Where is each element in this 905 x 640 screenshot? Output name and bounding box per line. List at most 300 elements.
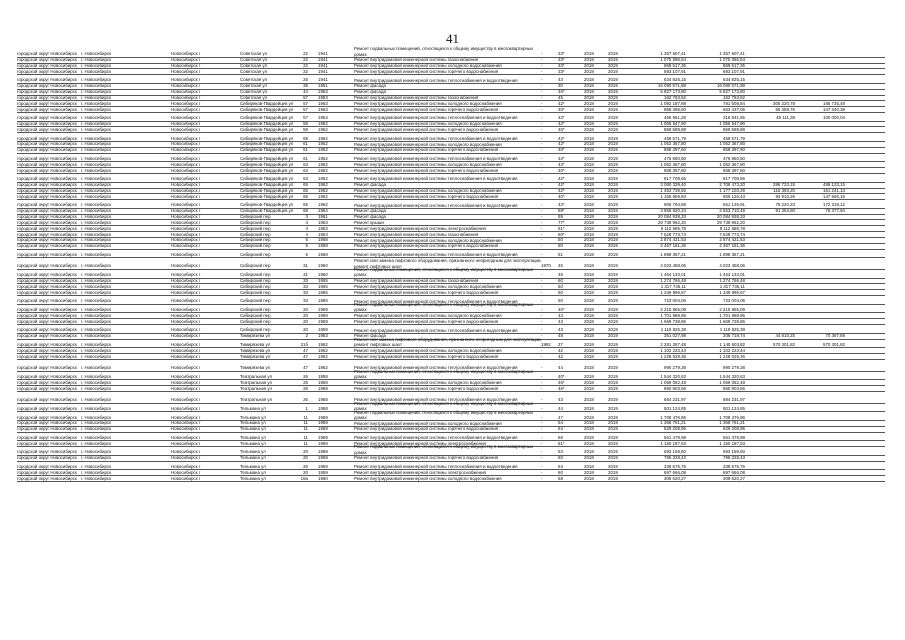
total-cost-cell: 459 571,79 xyxy=(664,135,686,141)
street-cell: Сибирский пер xyxy=(240,312,271,318)
fund-cost-cell: 4 023 458,06 xyxy=(719,263,745,269)
plan-start-year-cell: 2018 xyxy=(584,298,594,304)
district-cell: городской округ Новосибирск xyxy=(17,243,77,249)
street-cell: Сибиряков-Гвардейцев ул xyxy=(240,193,294,199)
work-type-cell: Ремонт внутридомовой инженерной системы теплоснабжения и водоотведения xyxy=(354,77,518,83)
city-cell: г. Новосибирск xyxy=(81,272,112,278)
plan-end-year-cell: 2019 xyxy=(608,333,618,339)
plan-start-year-cell: 2018 xyxy=(584,251,594,257)
street-cell: Сибирский пер xyxy=(240,283,271,289)
district-cell: городской округ Новосибирск xyxy=(17,100,77,106)
house-number-cell: 22 xyxy=(303,62,308,68)
wear-percent-cell: 64 xyxy=(558,426,563,432)
house-number-cell: 11 xyxy=(303,440,308,446)
house-number-cell: 4 xyxy=(305,219,308,225)
table-row xyxy=(17,250,885,259)
budget-cost-cell: 44 810,25 xyxy=(775,333,795,339)
city-cell: г. Новосибирск xyxy=(81,449,112,455)
work-type-cell: Ремонт фасада xyxy=(354,214,386,220)
district-cell: городской округ Новосибирск xyxy=(17,365,77,371)
house-number-cell: 59 xyxy=(303,121,308,127)
locality-cell: Новосибирск г xyxy=(171,231,201,237)
build-year-cell: 1958 xyxy=(318,385,328,391)
district-cell: городской округ Новосибирск xyxy=(17,115,77,121)
plan-end-year-cell: 2019 xyxy=(608,455,618,461)
house-number-cell: 31 xyxy=(303,272,308,278)
locality-cell: Новосибирск г xyxy=(171,365,201,371)
elevator-year-cell: - xyxy=(541,176,543,182)
build-year-cell: 1958 xyxy=(318,397,328,403)
elevator-year-cell: - xyxy=(541,420,543,426)
house-number-cell: 63 xyxy=(303,167,308,173)
city-cell: г. Новосибирск xyxy=(81,57,112,63)
locality-cell: Новосибирск г xyxy=(171,278,201,283)
locality-cell: Новосибирск г xyxy=(171,475,201,481)
wear-percent-cell: 46* xyxy=(558,379,565,385)
elevator-year-cell: - xyxy=(541,327,543,333)
house-number-cell: 47 xyxy=(303,365,308,371)
wear-percent-cell: 40* xyxy=(558,193,565,199)
house-number-cell: 22 xyxy=(303,57,308,63)
locality-cell: Новосибирск г xyxy=(171,243,201,249)
elevator-year-cell: - xyxy=(541,385,543,391)
work-type-cell: Ремонт внутридомовой инженерной системы холодного водоснабжения xyxy=(354,237,502,243)
work-type-cell: Ремонт внутридомовой инженерной системы холодного водоснабжения xyxy=(354,141,502,147)
work-type-cell: Ремонт внутридомовой инженерной системы горячего водоснабжения xyxy=(354,167,499,173)
house-number-cell: 20 xyxy=(303,464,308,469)
elevator-year-cell: - xyxy=(541,147,543,153)
plan-end-year-cell: 2019 xyxy=(608,426,618,432)
plan-start-year-cell: 2018 xyxy=(584,333,594,339)
wear-percent-cell: 40* xyxy=(558,307,565,313)
wear-percent-cell: 40* xyxy=(558,373,565,379)
city-cell: г. Новосибирск xyxy=(81,347,112,353)
city-cell: г. Новосибирск xyxy=(81,51,112,57)
build-year-cell: 1960 xyxy=(318,263,328,269)
local-cost-cell: 161 241,13 xyxy=(823,187,845,193)
locality-cell: Новосибирск г xyxy=(171,312,201,318)
street-cell: Сибиряков-Гвардейцев ул xyxy=(240,106,294,112)
city-cell: г. Новосибирск xyxy=(81,219,112,225)
locality-cell: Новосибирск г xyxy=(171,57,201,63)
fund-cost-cell: 476 860,60 xyxy=(723,155,745,161)
district-cell: городской округ Новосибирск xyxy=(17,83,77,89)
work-type-cell: Ремонт внутридомовой инженерной системы теплоснабжения и водоотведения xyxy=(354,397,518,403)
plan-end-year-cell: 2019 xyxy=(608,51,618,57)
fund-cost-cell: 1 150 187,53 xyxy=(719,440,745,446)
district-cell: городской округ Новосибирск xyxy=(17,251,77,257)
house-number-cell: 22 xyxy=(303,51,308,57)
work-type-cell: Ремонт внутридомовой инженерной системы горячего водоснабжения xyxy=(354,455,499,461)
city-cell: г. Новосибирск xyxy=(81,341,112,347)
plan-start-year-cell: 2018 xyxy=(584,155,594,161)
plan-start-year-cell: 2018 xyxy=(584,106,594,112)
fund-cost-cell: 1 102 223,44 xyxy=(719,347,745,353)
table-row xyxy=(17,476,885,482)
plan-start-year-cell: 2018 xyxy=(584,100,594,106)
plan-start-year-cell: 2018 xyxy=(584,237,594,243)
house-number-cell: 57 xyxy=(303,106,308,112)
work-type-cell: Ремонт внутридомовой инженерной системы холодного водоснабжения xyxy=(354,63,502,69)
total-cost-cell: 7 528 773,74 xyxy=(660,231,686,237)
build-year-cell: 1959 xyxy=(318,318,328,324)
street-cell: Сибиряков-Гвардейцев ул xyxy=(240,147,294,153)
locality-cell: Новосибирск г xyxy=(171,176,201,182)
plan-start-year-cell: 2018 xyxy=(584,426,594,432)
plan-end-year-cell: 2019 xyxy=(608,231,618,237)
plan-end-year-cell: 2019 xyxy=(608,141,618,147)
plan-start-year-cell: 2018 xyxy=(584,440,594,446)
street-cell: Тельмана ул xyxy=(240,420,266,426)
locality-cell: Новосибирск г xyxy=(171,449,201,455)
work-type-cell: Ремонт внутридомовой инженерной системы холодного водоснабжения xyxy=(354,379,502,385)
fund-cost-cell: 16 090 571,88 xyxy=(716,83,745,89)
street-cell: Сибирский пер xyxy=(240,298,271,304)
district-cell: городской округ Новосибирск xyxy=(17,469,77,475)
total-cost-cell: 2 281 287,48 xyxy=(660,341,686,347)
total-cost-cell: 1 165 659,84 xyxy=(660,193,686,199)
total-cost-cell: 3 959 620,34 xyxy=(660,208,686,214)
elevator-year-cell: - xyxy=(541,94,543,100)
city-cell: г. Новосибирск xyxy=(81,327,112,333)
street-cell: Советская ул xyxy=(240,94,268,100)
plan-start-year-cell: 2018 xyxy=(584,89,594,95)
build-year-cell: 1955 xyxy=(318,278,328,283)
street-cell: Тельмана ул xyxy=(240,434,266,440)
elevator-year-cell: - xyxy=(541,225,543,231)
street-cell: Тельмана ул xyxy=(240,405,266,411)
street-cell: Тимирязева ул xyxy=(240,365,271,371)
plan-start-year-cell: 2018 xyxy=(584,263,594,269)
elevator-year-cell: - xyxy=(541,161,543,167)
work-type-cell: Ремонт внутридомовой инженерной системы горячего водоснабжения xyxy=(354,318,499,324)
house-number-cell: 65 xyxy=(303,182,308,188)
locality-cell: Новосибирск г xyxy=(171,225,201,231)
street-cell: Сибирский пер xyxy=(240,263,271,269)
wear-percent-cell: 64 xyxy=(558,420,563,426)
street-cell: Сибиряков-Гвардейцев ул xyxy=(240,126,294,132)
build-year-cell: 1959 xyxy=(318,440,328,446)
district-cell: городской округ Новосибирск xyxy=(17,385,77,391)
work-type-cell: Ремонт внутридомовой инженерной системы теплоснабжения и водоотведения xyxy=(354,298,518,304)
wear-percent-cell: 43 xyxy=(558,397,563,403)
work-type-cell: Ремонт внутридомовой инженерной системы горячего водоснабжения xyxy=(354,193,499,199)
fund-cost-cell: 7 528 773,74 xyxy=(719,231,745,237)
elevator-year-cell: - xyxy=(541,333,543,339)
work-type-cell: Ремонт внутридомовой инженерной системы горячего водоснабжения xyxy=(354,147,499,153)
budget-cost-cell: 49 111,38 xyxy=(776,115,795,121)
street-cell: Сибирский пер xyxy=(240,243,271,249)
budget-cost-cell: 91 353,80 xyxy=(775,208,795,214)
total-cost-cell: 1 150 187,53 xyxy=(660,440,686,446)
plan-start-year-cell: 2018 xyxy=(584,307,594,313)
locality-cell: Новосибирск г xyxy=(171,208,201,214)
elevator-year-cell: - xyxy=(541,243,543,249)
house-number-cell: 47 xyxy=(303,347,308,353)
city-cell: г. Новосибирск xyxy=(81,251,112,257)
fund-cost-cell: 1 059 062,48 xyxy=(719,379,745,385)
work-type-cell: Ремонт внутридомовой инженерной системы теплоснабжения и водоотведения xyxy=(354,202,518,208)
total-cost-cell: 859 589,88 xyxy=(664,126,686,132)
elevator-year-cell: - xyxy=(541,121,543,127)
street-cell: Тельмана ул xyxy=(240,449,266,455)
elevator-year-cell: - xyxy=(541,51,543,57)
elevator-year-cell: - xyxy=(541,312,543,318)
budget-cost-cell: 570 301,82 xyxy=(773,341,795,347)
plan-start-year-cell: 2018 xyxy=(584,225,594,231)
street-cell: Сибирский пер xyxy=(240,318,271,324)
locality-cell: Новосибирск г xyxy=(171,414,201,420)
plan-end-year-cell: 2019 xyxy=(608,469,618,475)
wear-percent-cell: 42* xyxy=(558,161,565,167)
plan-end-year-cell: 2019 xyxy=(608,135,618,141)
city-cell: г. Новосибирск xyxy=(81,426,112,432)
wear-percent-cell: 45 xyxy=(558,94,563,100)
locality-cell: Новосибирск г xyxy=(171,89,201,95)
elevator-year-cell: - xyxy=(541,289,543,295)
wear-percent-cell: 40* xyxy=(558,126,565,132)
house-number-cell: 61 xyxy=(303,155,308,161)
build-year-cell: 1962 xyxy=(318,141,328,147)
wear-percent-cell: 42* xyxy=(558,121,565,127)
house-number-cell: 65 xyxy=(303,202,308,208)
plan-start-year-cell: 2018 xyxy=(584,121,594,127)
local-cost-cell: 172 319,12 xyxy=(823,202,845,208)
district-cell: городской округ Новосибирск xyxy=(17,341,77,347)
locality-cell: Новосибирск г xyxy=(171,263,201,269)
plan-start-year-cell: 2018 xyxy=(584,115,594,121)
city-cell: г. Новосибирск xyxy=(81,225,112,231)
wear-percent-cell: 40* xyxy=(558,147,565,153)
street-cell: Сибиряков-Гвардейцев ул xyxy=(240,135,294,141)
fund-cost-cell: 693 107,91 xyxy=(723,68,745,74)
locality-cell: Новосибирск г xyxy=(171,51,201,57)
street-cell: Сибирский пер xyxy=(240,237,271,243)
plan-end-year-cell: 2019 xyxy=(608,106,618,112)
build-year-cell: 1953 xyxy=(318,94,328,100)
work-type-cell: Ремонт внутридомовой инженерной системы горячего водоснабжения xyxy=(354,385,499,391)
elevator-year-cell: - xyxy=(541,414,543,420)
city-cell: г. Новосибирск xyxy=(81,155,112,161)
total-cost-cell: 1 349 996,67 xyxy=(660,289,686,295)
work-type-cell: Ремонт внутридомовой инженерной системы теплоснабжения и водоотведения xyxy=(354,327,518,333)
house-number-cell: 18а xyxy=(300,475,308,481)
plan-end-year-cell: 2019 xyxy=(608,126,618,132)
district-cell: городской округ Новосибирск xyxy=(17,57,77,63)
wear-percent-cell: 51* xyxy=(558,225,565,231)
wear-percent-cell: 66 xyxy=(558,434,563,440)
city-cell: г. Новосибирск xyxy=(81,135,112,141)
plan-end-year-cell: 2019 xyxy=(608,237,618,243)
total-cost-cell: 1 075 086,54 xyxy=(660,57,686,63)
build-year-cell: 1955 xyxy=(318,289,328,295)
street-cell: Театральная ул xyxy=(240,397,273,403)
city-cell: г. Новосибирск xyxy=(81,263,112,269)
house-number-cell: 25 xyxy=(303,77,308,83)
district-cell: городской округ Новосибирск xyxy=(17,176,77,182)
locality-cell: Новосибирск г xyxy=(171,464,201,469)
city-cell: г. Новосибирск xyxy=(81,469,112,475)
plan-end-year-cell: 2019 xyxy=(608,94,618,100)
build-year-cell: 1953 xyxy=(318,225,328,231)
city-cell: г. Новосибирск xyxy=(81,77,112,83)
fund-cost-cell: 1 228 029,36 xyxy=(719,353,745,359)
fund-cost-cell: 634 825,15 xyxy=(723,77,745,83)
build-year-cell: 1960 xyxy=(318,272,328,278)
wear-percent-cell: 42 xyxy=(558,347,563,353)
locality-cell: Новосибирск г xyxy=(171,434,201,440)
district-cell: городской округ Новосибирск xyxy=(17,272,77,278)
elevator-year-cell: 1970 xyxy=(541,263,551,269)
plan-start-year-cell: 2018 xyxy=(584,126,594,132)
elevator-year-cell: - xyxy=(541,182,543,188)
district-cell: городской округ Новосибирск xyxy=(17,147,77,153)
elevator-year-cell: - xyxy=(541,283,543,289)
plan-start-year-cell: 2018 xyxy=(584,176,594,182)
street-cell: Театральная ул xyxy=(240,373,273,379)
district-cell: городской округ Новосибирск xyxy=(17,202,77,208)
plan-end-year-cell: 2019 xyxy=(608,475,618,481)
city-cell: г. Новосибирск xyxy=(81,298,112,304)
city-cell: г. Новосибирск xyxy=(81,187,112,193)
city-cell: г. Новосибирск xyxy=(81,365,112,371)
plan-end-year-cell: 2019 xyxy=(608,202,618,208)
fund-cost-cell: 1 701 988,96 xyxy=(719,312,745,318)
plan-start-year-cell: 2018 xyxy=(584,414,594,420)
district-cell: городской округ Новосибирск xyxy=(17,312,77,318)
city-cell: г. Новосибирск xyxy=(81,68,112,74)
plan-start-year-cell: 2018 xyxy=(584,141,594,147)
district-cell: городской округ Новосибирск xyxy=(17,187,77,193)
plan-start-year-cell: 2018 xyxy=(584,182,594,188)
fund-cost-cell: 697 666,08 xyxy=(723,469,745,475)
total-cost-cell: 1 544 320,63 xyxy=(660,373,686,379)
house-number-cell: 20 xyxy=(303,312,308,318)
total-cost-cell: 476 860,60 xyxy=(664,155,686,161)
total-cost-cell: 1 898 367,21 xyxy=(660,251,686,257)
elevator-year-cell: - xyxy=(541,475,543,481)
street-cell: Тельмана ул xyxy=(240,426,266,432)
city-cell: г. Новосибирск xyxy=(81,193,112,199)
plan-start-year-cell: 2018 xyxy=(584,475,594,481)
elevator-year-cell: - xyxy=(541,405,543,411)
build-year-cell: 1962 xyxy=(318,176,328,182)
elevator-year-cell: - xyxy=(541,106,543,112)
street-cell: Тимирязева ул xyxy=(240,341,271,347)
total-cost-cell: 5 827 173,80 xyxy=(660,89,686,95)
district-cell: городской округ Новосибирск xyxy=(17,278,77,283)
district-cell: городской округ Новосибирск xyxy=(17,263,77,269)
fund-cost-cell: 9 112 685,78 xyxy=(719,225,745,231)
district-cell: городской округ Новосибирск xyxy=(17,214,77,220)
locality-cell: Новосибирск г xyxy=(171,202,201,208)
plan-end-year-cell: 2019 xyxy=(608,77,618,83)
plan-end-year-cell: 2019 xyxy=(608,62,618,68)
plan-start-year-cell: 2018 xyxy=(584,449,594,455)
wear-percent-cell: 43 xyxy=(558,327,563,333)
fund-cost-cell: 1 349 996,67 xyxy=(719,289,745,295)
fund-cost-cell: 1 898 367,21 xyxy=(719,251,745,257)
plan-end-year-cell: 2019 xyxy=(608,272,618,278)
plan-end-year-cell: 2019 xyxy=(608,312,618,318)
plan-start-year-cell: 2018 xyxy=(584,318,594,324)
total-cost-cell: 1 701 988,96 xyxy=(660,312,686,318)
elevator-year-cell: - xyxy=(541,100,543,106)
build-year-cell: 1959 xyxy=(318,469,328,475)
wear-percent-cell: 43 xyxy=(558,318,563,324)
build-year-cell: 1941 xyxy=(318,51,328,57)
city-cell: г. Новосибирск xyxy=(81,434,112,440)
work-type-cell: Ремонт внутридомовой инженерной системы горячего водоснабжения xyxy=(354,353,499,359)
street-cell: Сибирский пер xyxy=(240,307,271,313)
wear-percent-cell: 46* xyxy=(558,89,565,95)
work-type-cell: Ремонт подвальных помещений, относящихся к общему имуществу в многоквартирных домах xyxy=(354,409,534,420)
plan-end-year-cell: 2019 xyxy=(608,278,618,283)
street-cell: Сибиряков-Гвардейцев ул xyxy=(240,167,294,173)
fund-cost-cell: 1 317 736,11 xyxy=(719,283,745,289)
build-year-cell: 1959 xyxy=(318,414,328,420)
plan-end-year-cell: 2019 xyxy=(608,373,618,379)
street-cell: Сибиряков-Гвардейцев ул xyxy=(240,100,294,106)
fund-cost-cell: 2 706 473,20 xyxy=(719,182,745,188)
plan-start-year-cell: 2018 xyxy=(584,167,594,173)
fund-cost-cell: 781 508,84 xyxy=(723,100,745,106)
district-cell: городской округ Новосибирск xyxy=(17,449,77,455)
street-cell: Сибирский пер xyxy=(240,219,271,225)
district-cell: городской округ Новосибирск xyxy=(17,307,77,313)
build-year-cell: 1958 xyxy=(318,405,328,411)
wear-percent-cell: 60 xyxy=(558,455,563,461)
wear-percent-cell: 51 xyxy=(558,251,563,257)
fund-cost-cell: 859 126,43 xyxy=(723,193,745,199)
build-year-cell: 1955 xyxy=(318,298,328,304)
work-type-cell: Ремонт фасада xyxy=(354,182,386,188)
build-year-cell: 1962 xyxy=(318,121,328,127)
build-year-cell: 1962 xyxy=(318,182,328,188)
locality-cell: Новосибирск г xyxy=(171,283,201,289)
total-cost-cell: 1 059 062,48 xyxy=(660,379,686,385)
work-type-cell: Ремонт подвальных помещений, относящихся к общему имуществу в многоквартирных домах xyxy=(354,368,534,380)
plan-end-year-cell: 2019 xyxy=(608,347,618,353)
locality-cell: Новосибирск г xyxy=(171,167,201,173)
fund-cost-cell: 859 589,88 xyxy=(723,126,745,132)
elevator-year-cell: - xyxy=(541,434,543,440)
house-number-cell: 5 xyxy=(305,243,308,249)
fund-cost-cell: 29 739 962,20 xyxy=(716,219,745,225)
build-year-cell: 1962 xyxy=(318,193,328,199)
city-cell: г. Новосибирск xyxy=(81,420,112,426)
district-cell: городской округ Новосибирск xyxy=(17,68,77,74)
work-type-cell: Ремонт внутридомовой инженерной системы горячего водоснабжения xyxy=(354,106,499,112)
wear-percent-cell: 64 xyxy=(558,464,563,469)
plan-end-year-cell: 2019 xyxy=(608,397,618,403)
district-cell: городской округ Новосибирск xyxy=(17,420,77,426)
build-year-cell: 1962 xyxy=(318,187,328,193)
fund-cost-cell: 1 274 766,48 xyxy=(719,278,745,283)
district-cell: городской округ Новосибирск xyxy=(17,475,77,481)
street-cell: Сибиряков-Гвардейцев ул xyxy=(240,121,294,127)
work-type-cell: Ремонт внутридомовой инженерной системы горячего водоснабжения xyxy=(354,68,499,74)
fund-cost-cell: 629 208,95 xyxy=(723,426,745,432)
build-year-cell: 1958 xyxy=(318,237,328,243)
work-type-cell: Ремонт подвальных помещений, относящихся к общему имуществу в многоквартирных домах xyxy=(354,400,534,412)
elevator-year-cell: - xyxy=(541,379,543,385)
fund-cost-cell: 1 055 547,90 xyxy=(719,121,745,127)
wear-percent-cell: 60 xyxy=(558,278,563,283)
plan-start-year-cell: 2018 xyxy=(584,283,594,289)
plan-start-year-cell: 2018 xyxy=(584,327,594,333)
total-cost-cell: 1 092 187,88 xyxy=(660,100,686,106)
